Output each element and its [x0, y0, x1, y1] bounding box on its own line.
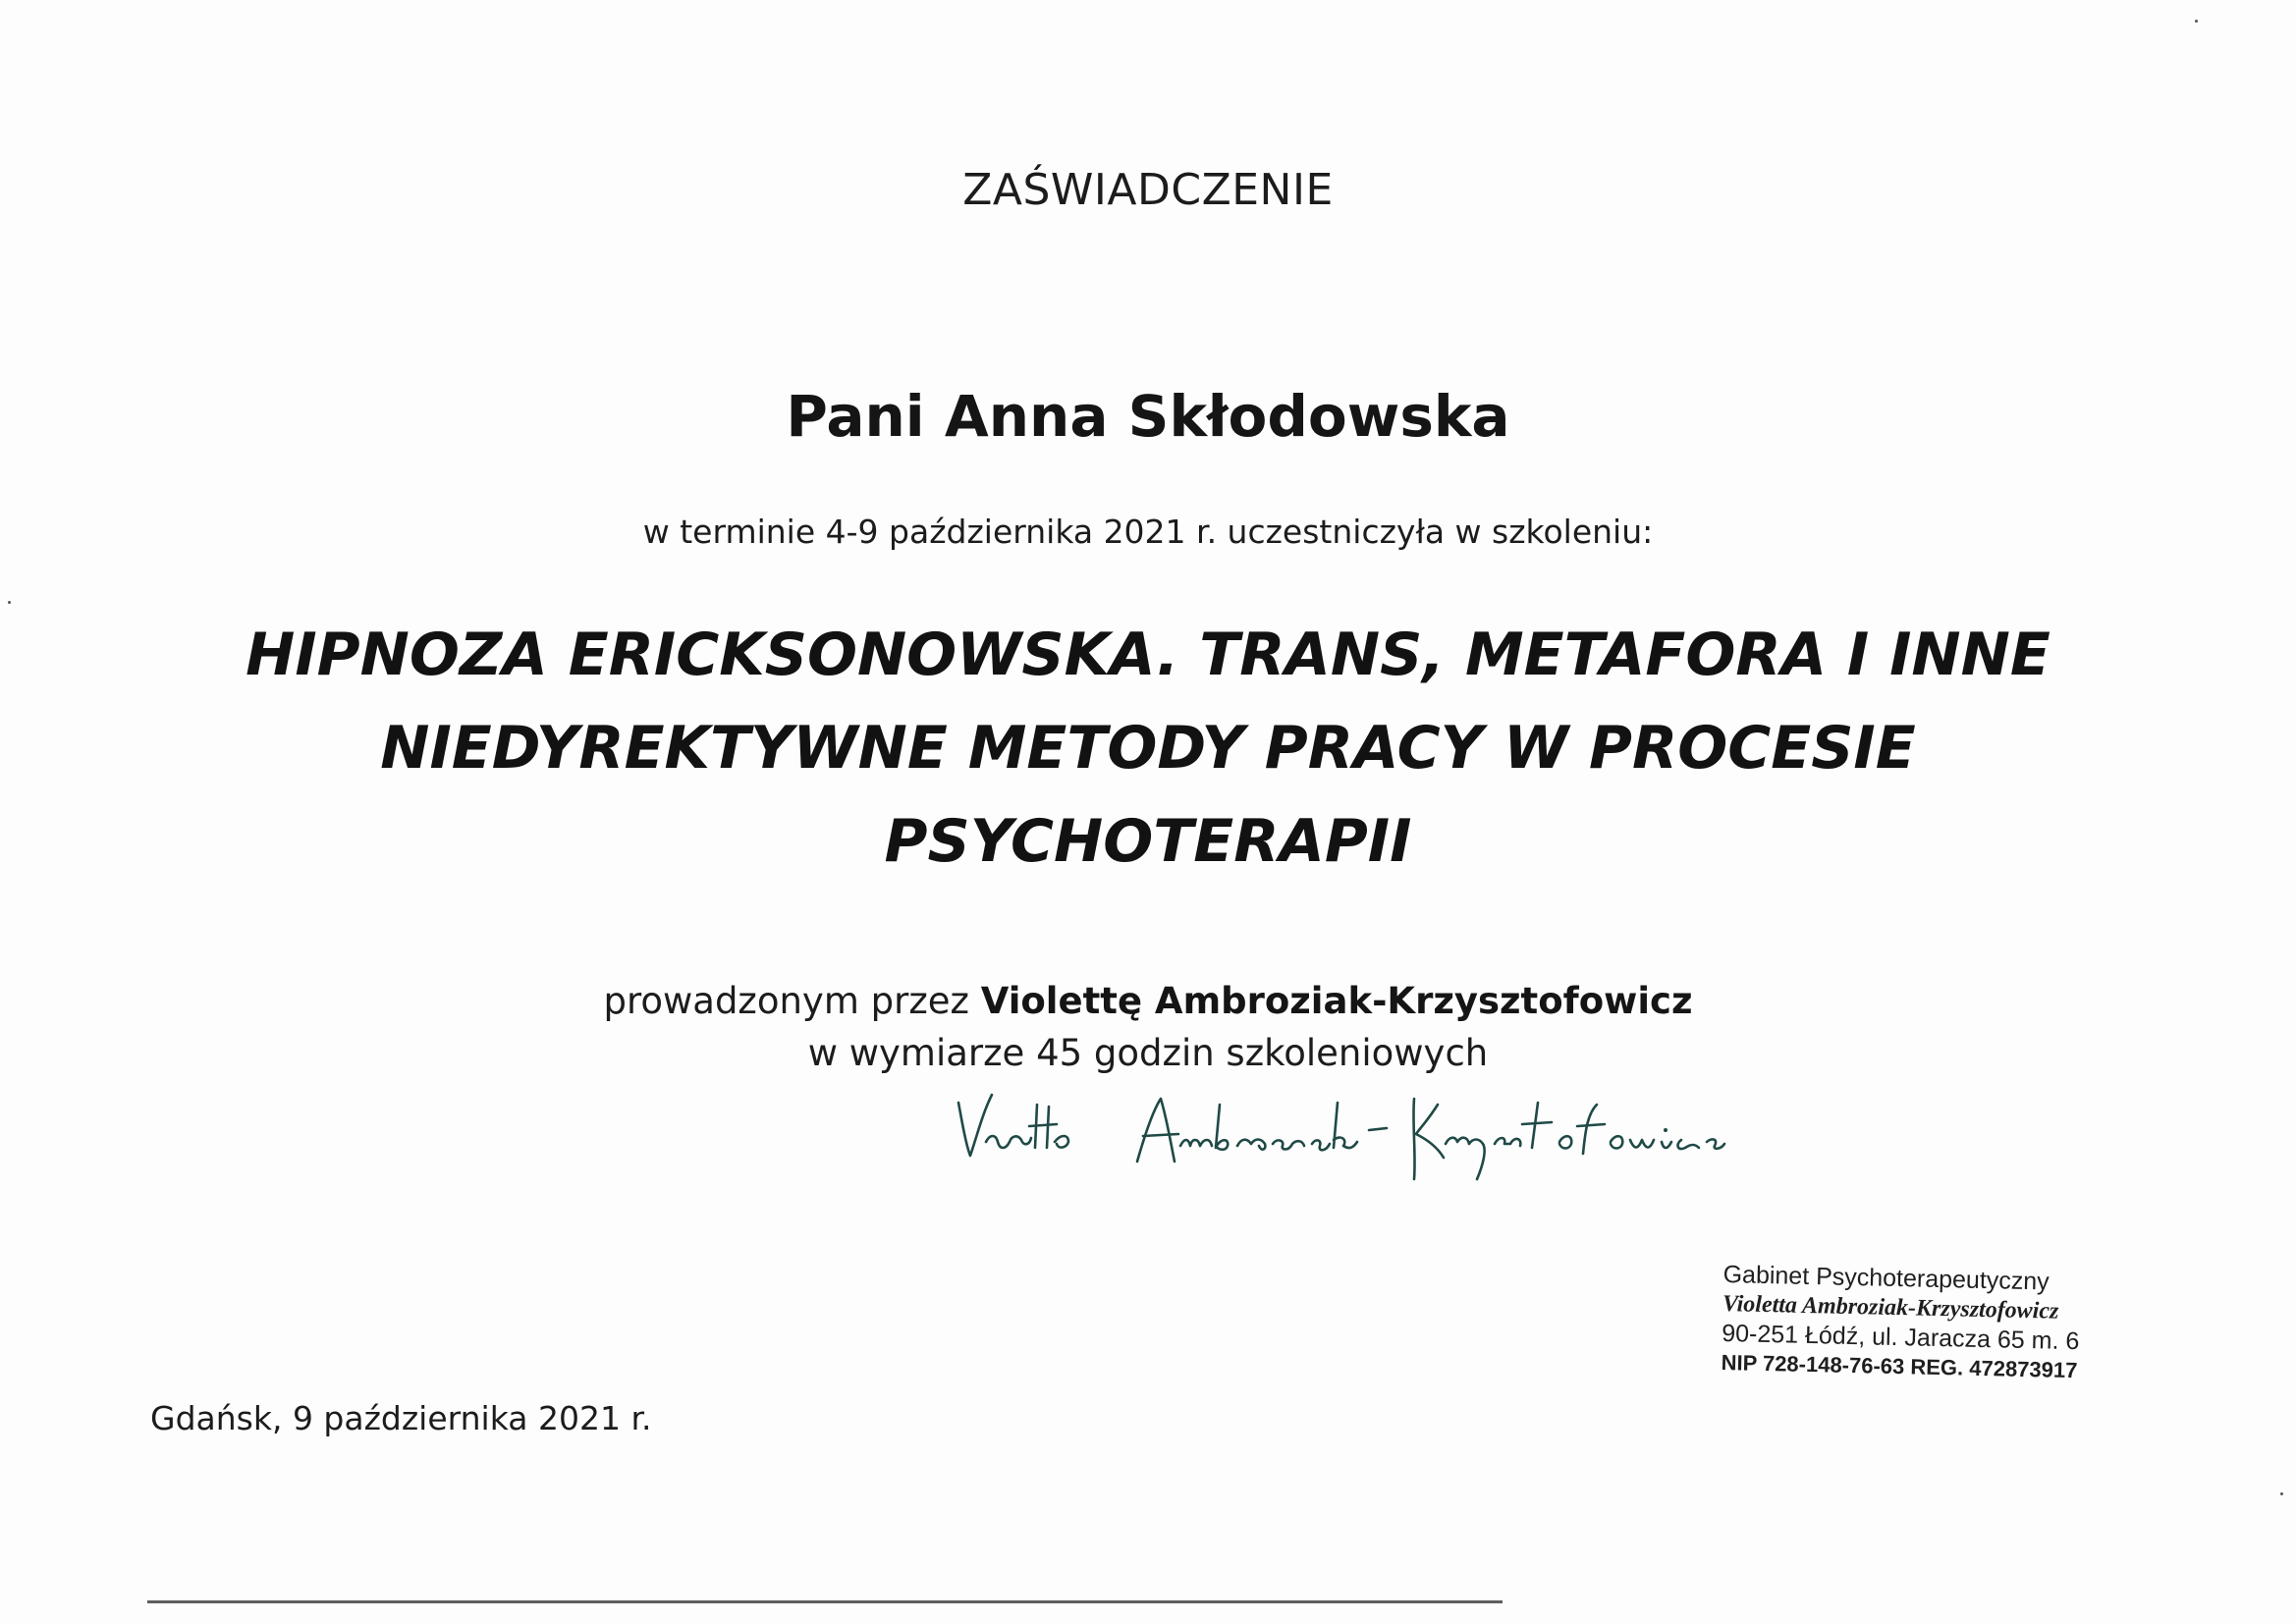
handwritten-signature	[953, 1085, 1817, 1193]
practice-stamp	[1721, 1260, 2097, 1386]
document-heading: ZAŚWIADCZENIE	[962, 165, 1334, 215]
scan-speck	[2280, 1492, 2283, 1495]
course-title	[0, 609, 2296, 889]
instructor-name: Violettę Ambroziak-Krzysztofowicz	[980, 980, 1693, 1022]
scan-speck	[8, 601, 11, 604]
course-title-line-1: HIPNOZA ERICKSONOWSKA. TRANS, METAFORA I INNE	[246, 621, 2050, 689]
course-title-line-3: PSYCHOTERAPII	[884, 807, 1412, 876]
stamp-registration: NIP 728-148-76-63 REG. 472873917	[1721, 1349, 2078, 1383]
place-and-date: Gdańsk, 9 października 2021 r.	[150, 1399, 652, 1437]
stamp-owner-name: Violetta Ambroziak-Krzysztofowicz	[1722, 1290, 2059, 1325]
training-hours: w wymiarze 45 godzin szkoleniowych	[807, 1032, 1489, 1074]
recipient-name: Pani Anna Skłodowska	[786, 383, 1510, 450]
scan-speck	[2195, 20, 2198, 23]
instructor-prefix: prowadzonym przez	[603, 980, 969, 1022]
stamp-address: 90-251 Łódź, ul. Jaracza 65 m. 6	[1721, 1319, 2080, 1356]
stamp-practice-name: Gabinet Psychoterapeutyczny	[1722, 1260, 2050, 1296]
course-title-line-2: NIEDYREKTYWNE METODY PRACY W PROCESIE	[380, 714, 1916, 783]
training-period-text: w terminie 4-9 października 2021 r. uczestniczyła w szkoleniu:	[642, 513, 1654, 551]
scan-edge-line	[147, 1600, 1503, 1603]
instructor-line	[0, 980, 2296, 1022]
